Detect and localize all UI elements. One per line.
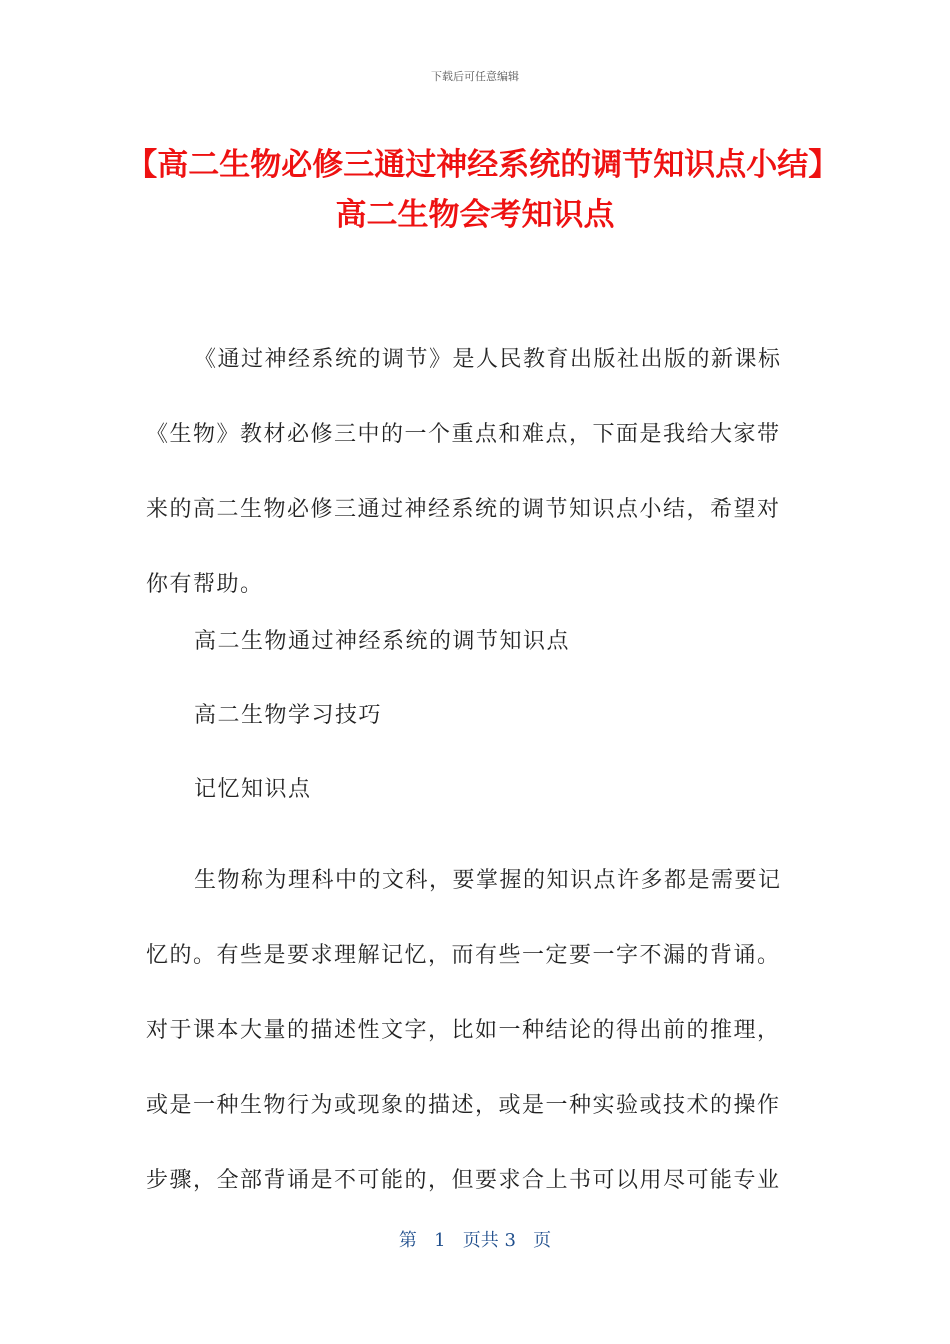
footer-total-pages: 3 [504,1230,516,1251]
header-note: 下载后可任意编辑 [431,70,519,83]
memory-paragraph: 生物称为理科中的文科，要掌握的知识点许多都是需要记忆的。有些是要求理解记忆，而有些一定要一字不漏的背诵。对于课本大量的描述性文字，比如一种结论的得出前的推理，或是一种生物行为或现象的描述，或是一种实验或技术的操作步骤，全部背诵是不可能的，但要求合上书可以用尽可能专业 [146,868,782,1193]
section-heading-knowledge: 高二生物通过神经系统的调节知识点 [194,629,571,654]
intro-paragraph: 《通过神经系统的调节》是人民教育出版社出版的新课标《生物》教材必修三中的一个重点和难点，下面是我给大家带来的高二生物必修三通过神经系统的调节知识点小结，希望对你有帮助。 [146,347,782,597]
footer-label-end: 页 [533,1230,552,1251]
document-title: 【高二生物必修三通过神经系统的调节知识点小结】高二生物会考知识点 [126,147,824,233]
page-footer [0,1226,950,1252]
footer-label-page: 第 [398,1230,417,1251]
section-heading-tips: 高二生物学习技巧 [194,703,383,728]
section-heading-memory: 记忆知识点 [194,777,312,802]
footer-current-page: 1 [434,1230,446,1251]
footer-label-total: 页共 [462,1230,499,1251]
